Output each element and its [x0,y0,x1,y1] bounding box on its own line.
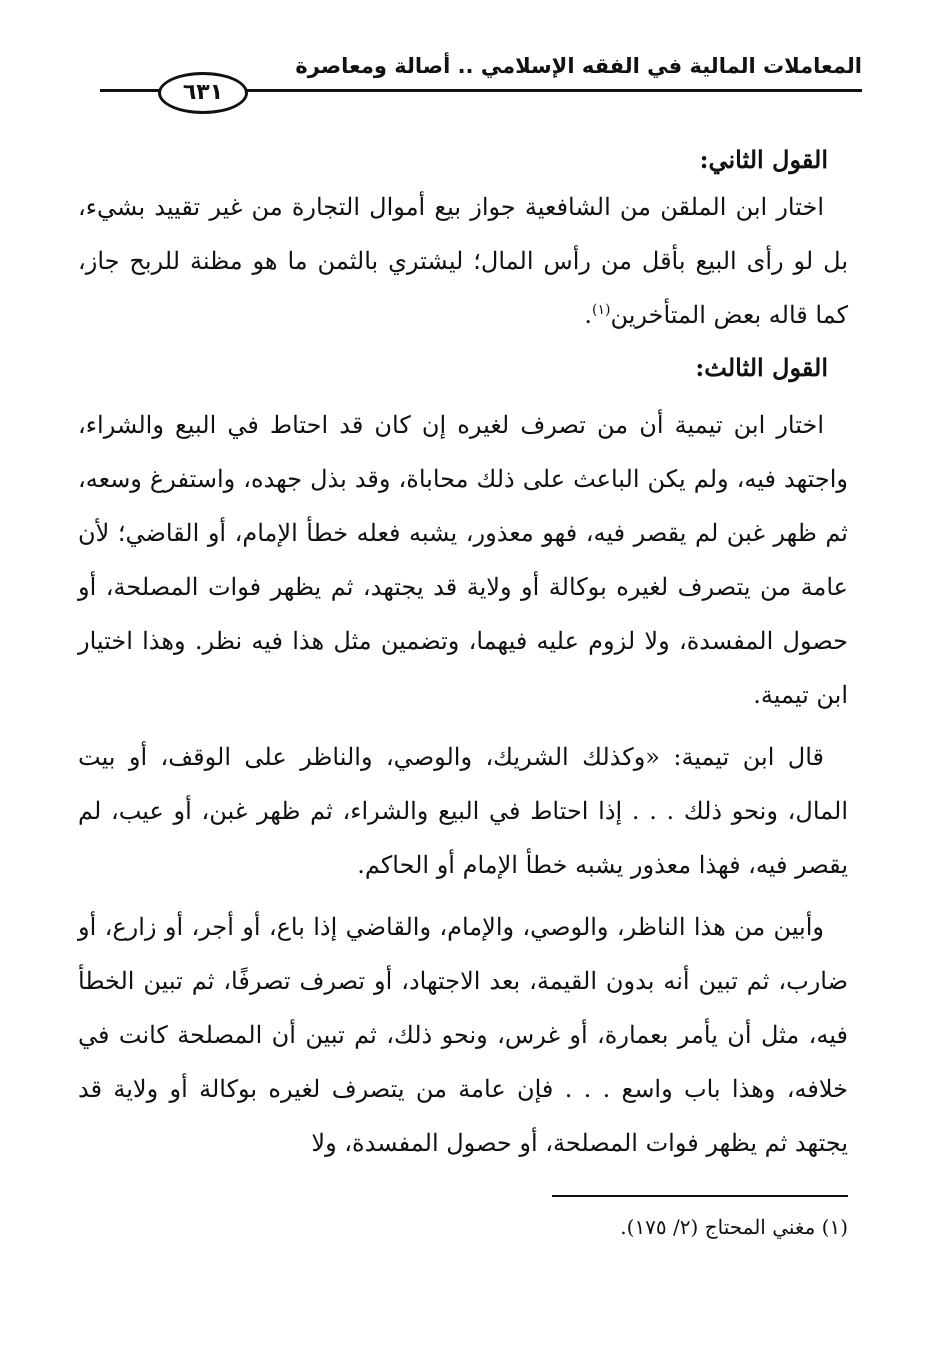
footnote-1: (١) مغني المحتاج (٢/ ١٧٥). [620,1215,848,1239]
paragraph-ibn-taymiyyah-quote: قال ابن تيمية: «وكذلك الشريك، والوصي، والناظر على الوقف، أو بيت المال، ونحو ذلك . . . إذا احتاط في البيع والشراء، ثم ظهر غبن، أو عيب، لم يقصر فيه، فهذا معذور يشبه خطأ الإمام أو الحاكم. [78,743,848,879]
paragraph-tail: . [584,301,592,329]
page-number-badge: ٦٣١ [158,72,248,114]
paragraph-third-opinion-3: وأبين من هذا الناظر، والوصي، والإمام، والقاضي إذا باع، أو أجر، أو زارع، أو ضارب، ثم تبين أنه بدون القيمة، بعد الاجتهاد، أو تصرف تصرفًا، ثم تبين الخطأ فيه، مثل أن يأمر بعمارة، أو غرس، ونحو ذلك، ثم تبين أن المصلحة كانت في خلافه، وهذا باب واسع . . . فإن عامة من يتصرف لغيره بوكالة أو ولاية قد يجتهد ثم يظهر فوات المصلحة، أو حصول المفسدة، ولا [78,913,849,1157]
paragraph-third-opinion-1: اختار ابن تيمية أن من تصرف لغيره إن كان قد احتاط في البيع والشراء، واجتهد فيه، ولم يكن الباعث على ذلك محاباة، وقد بذل جهده، واستفرغ وسعه، ثم ظهر غبن لم يقصر فيه، فهو معذور، يشبه فعله خطأ الإمام، أو القاضي؛ لأن عامة من يتصرف لغيره بوكالة أو ولاية قد يجتهد، ثم يظهر فوات المصلحة، أو حصول المفسدة، ولا لزوم عليه فيهما، وتضمين مثل هذا فيه نظر. وهذا اختيار ابن تيمية. [78,411,848,709]
section-heading-third-opinion: القول الثالث: [695,353,828,382]
paragraph-text: اختار ابن الملقن من الشافعية جواز بيع أموال التجارة من غير تقييد بشيء، بل لو رأى البيع بأقل من رأس المال؛ ليشتري بالثمن ما هو مظنة للربح جاز، كما قاله بعض المتأخرين [78,193,848,329]
section-heading-second-opinion: القول الثاني: [699,145,828,174]
footnote-reference[interactable]: (١) [591,302,611,318]
paragraph-second-opinion [78,180,848,342]
main-text [78,140,848,1170]
running-header-title: المعاملات المالية في الفقه الإسلامي .. أصالة ومعاصرة [295,54,862,78]
footnote-separator [552,1195,848,1197]
